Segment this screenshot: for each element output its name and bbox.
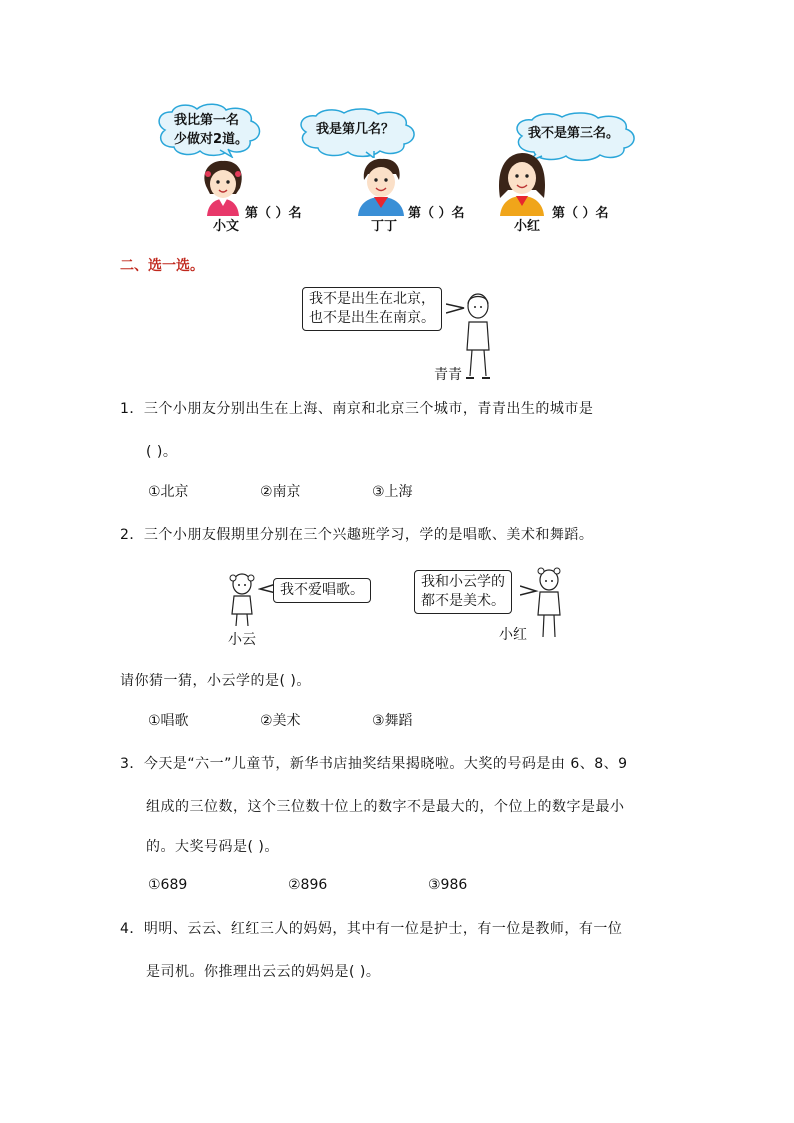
speech-bubble-xiaohong bbox=[414, 570, 512, 614]
speaker-name-xiaoyun: 小云 bbox=[228, 632, 256, 648]
speech-line: 我不是第三名。 bbox=[528, 126, 620, 141]
girl-xiaohong-figure bbox=[494, 150, 552, 216]
rank-blank-xiaohong: 第（ ）名 bbox=[552, 206, 609, 221]
speech-line: 我比第一名 bbox=[174, 113, 240, 128]
option-3c[interactable]: ③986 bbox=[428, 877, 468, 893]
question-1-blank: ( )。 bbox=[146, 444, 178, 460]
rank-blank-xiaowen: 第（ ）名 bbox=[245, 206, 302, 221]
rank-blank-dingding: 第（ ）名 bbox=[408, 206, 465, 221]
option-1b[interactable]: ②南京 bbox=[260, 484, 301, 500]
speech-line: 也不是出生在南京。 bbox=[309, 310, 435, 326]
boy-dingding-figure bbox=[354, 156, 408, 216]
question-2-text: 2．三个小朋友假期里分别在三个兴趣班学习，学的是唱歌、美术和舞蹈。 bbox=[120, 527, 594, 543]
speech-line: 少做对2道。 bbox=[174, 132, 249, 147]
girl-xiaoyun-figure bbox=[226, 572, 258, 628]
kid-name-xiaohong: 小红 bbox=[514, 219, 541, 234]
speaker-name-qingqing: 青青 bbox=[434, 367, 462, 383]
question-3-blank: 的。大奖号码是( )。 bbox=[146, 839, 279, 855]
speech-line: 都不是美术。 bbox=[421, 593, 505, 609]
speaker-name-xiaohong: 小红 bbox=[499, 627, 527, 643]
speech-bubble-qingqing bbox=[302, 287, 442, 331]
girl-xiaowen-figure bbox=[198, 160, 248, 216]
speech-line: 我和小云学的 bbox=[421, 574, 505, 590]
option-2a[interactable]: ①唱歌 bbox=[148, 713, 189, 729]
option-1c[interactable]: ③上海 bbox=[372, 484, 413, 500]
girl-qingqing-figure bbox=[460, 292, 496, 382]
question-4-text: 4．明明、云云、红红三人的妈妈，其中有一位是护士，有一位是教师，有一位 bbox=[120, 921, 623, 937]
speech-line: 我是第几名？ bbox=[316, 122, 395, 137]
girl-xiaohong-outline-figure bbox=[532, 567, 566, 641]
question-1-text: 1．三个小朋友分别出生在上海、南京和北京三个城市，青青出生的城市是 bbox=[120, 401, 594, 417]
section-title: 二、选一选。 bbox=[120, 258, 204, 274]
question-3-text: 3．今天是“六一”儿童节，新华书店抽奖结果揭晓啦。大奖的号码是由 6、8、9 bbox=[120, 756, 628, 772]
speech-line: 我不是出生在北京， bbox=[309, 291, 435, 307]
option-2b[interactable]: ②美术 bbox=[260, 713, 301, 729]
speech-bubble-xiaoyun: 我不爱唱歌。 bbox=[273, 578, 371, 603]
kid-name-dingding: 丁丁 bbox=[371, 219, 398, 234]
question-3-text-2: 组成的三位数，这个三位数十位上的数字不是最大的，个位上的数字是最小 bbox=[146, 799, 625, 815]
kid-name-xiaowen: 小文 bbox=[213, 219, 240, 234]
question-4-blank: 是司机。你推理出云云的妈妈是( )。 bbox=[146, 964, 381, 980]
option-3a[interactable]: ①689 bbox=[148, 877, 188, 893]
option-3b[interactable]: ②896 bbox=[288, 877, 328, 893]
option-1a[interactable]: ①北京 bbox=[148, 484, 189, 500]
question-2-prompt: 请你猜一猜，小云学的是( )。 bbox=[120, 673, 311, 689]
option-2c[interactable]: ③舞蹈 bbox=[372, 713, 413, 729]
